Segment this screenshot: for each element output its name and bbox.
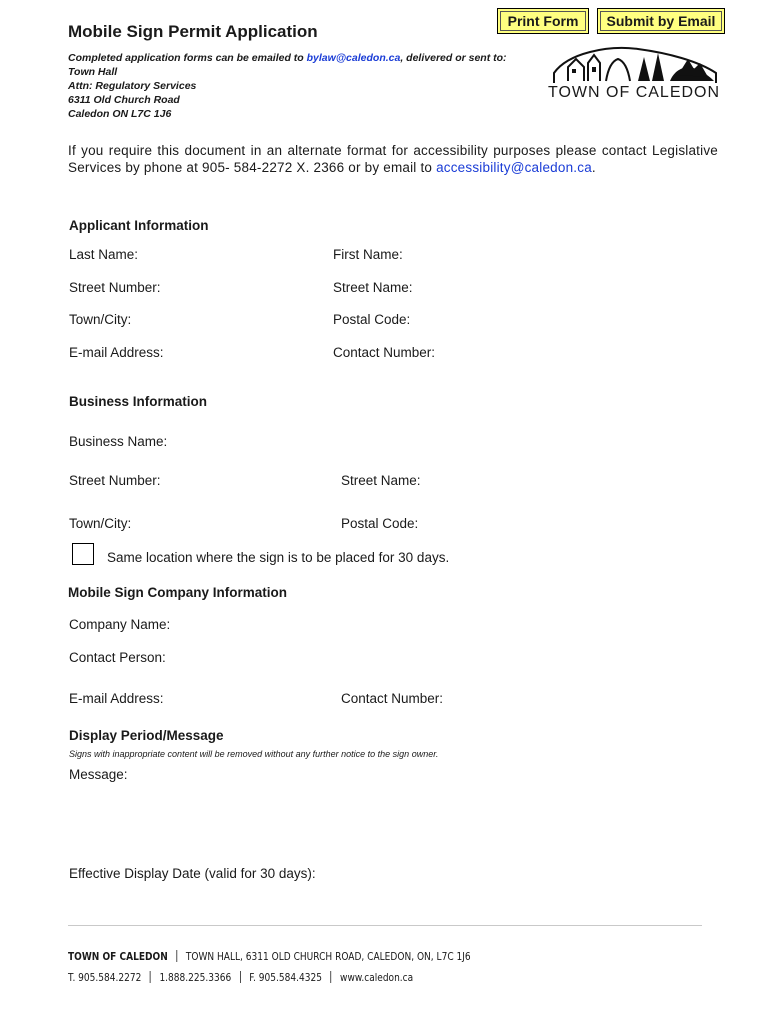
business-postal-code-label: Postal Code: xyxy=(341,516,419,531)
applicant-first-name-label: First Name: xyxy=(333,247,403,262)
footer-separator xyxy=(240,971,241,983)
footer-contact-line xyxy=(68,971,413,984)
footer-org: TOWN OF CALEDON xyxy=(68,951,168,963)
footer-tollfree: 1.888.225.3366 xyxy=(159,972,232,984)
town-of-caledon-logo xyxy=(548,45,720,85)
accessibility-text: If you require this document in an alternate format for accessibility purposes please contact Legislative Services by phone at 905- 584-2272 X. 2366 or by email to xyxy=(68,143,718,175)
footer-divider xyxy=(68,925,702,926)
applicant-postal-code-label: Postal Code: xyxy=(333,312,411,327)
submission-instructions xyxy=(68,51,507,121)
contact-person-label: Contact Person: xyxy=(69,650,166,665)
accessibility-notice xyxy=(68,142,718,176)
business-street-name-label: Street Name: xyxy=(341,473,421,488)
intro-text: Completed application forms can be emailed to xyxy=(68,52,307,64)
footer-web: www.caledon.ca xyxy=(340,972,414,984)
applicant-street-number-label: Street Number: xyxy=(69,280,161,295)
applicant-town-city-label: Town/City: xyxy=(69,312,132,327)
business-street-number-label: Street Number: xyxy=(69,473,161,488)
address-line: Town Hall xyxy=(68,66,118,78)
footer-fax: F. 905.584.4325 xyxy=(249,972,322,984)
address-line: Caledon ON L7C 1J6 xyxy=(68,108,172,120)
footer-phone: T. 905.584.2272 xyxy=(68,972,142,984)
address-line: Attn: Regulatory Services xyxy=(68,80,197,92)
footer-separator xyxy=(150,971,151,983)
bylaw-email-link[interactable]: bylaw@caledon.ca xyxy=(306,52,401,64)
footer-separator xyxy=(331,971,332,983)
applicant-last-name-label: Last Name: xyxy=(69,247,139,262)
display-heading: Display Period/Message xyxy=(69,728,224,743)
business-heading: Business Information xyxy=(69,394,208,409)
applicant-heading: Applicant Information xyxy=(69,218,209,233)
company-heading: Mobile Sign Company Information xyxy=(68,585,287,600)
applicant-email-label: E-mail Address: xyxy=(69,345,164,360)
applicant-street-name-label: Street Name: xyxy=(333,280,413,295)
company-name-label: Company Name: xyxy=(69,617,171,632)
print-form-button[interactable]: Print Form xyxy=(497,8,589,34)
intro-text-end: , delivered or sent to: xyxy=(400,52,507,64)
same-location-checkbox[interactable] xyxy=(72,543,94,565)
footer-address: TOWN HALL, 6311 OLD CHURCH ROAD, CALEDON, ON, L7C 1J6 xyxy=(185,951,471,963)
content-warning-note: Signs with inappropriate content will be removed without any further notice to the sign owner. xyxy=(69,749,439,759)
logo-text: TOWN OF CALEDON xyxy=(548,84,721,101)
business-town-city-label: Town/City: xyxy=(69,516,132,531)
company-contact-number-label: Contact Number: xyxy=(341,691,444,706)
accessibility-email-link[interactable]: accessibility@caledon.ca xyxy=(436,160,592,175)
business-name-label: Business Name: xyxy=(69,434,168,449)
effective-display-date-label: Effective Display Date (valid for 30 days): xyxy=(69,866,316,881)
company-email-label: E-mail Address: xyxy=(69,691,164,706)
form-title: Mobile Sign Permit Application xyxy=(68,22,318,41)
message-label: Message: xyxy=(69,767,128,782)
footer-separator xyxy=(176,950,177,962)
applicant-contact-number-label: Contact Number: xyxy=(333,345,436,360)
same-location-label: Same location where the sign is to be placed for 30 days. xyxy=(107,550,450,565)
submit-by-email-button[interactable]: Submit by Email xyxy=(597,8,725,34)
accessibility-text-end: . xyxy=(591,160,596,175)
address-line: 6311 Old Church Road xyxy=(68,94,180,106)
footer-address-line xyxy=(68,950,471,963)
